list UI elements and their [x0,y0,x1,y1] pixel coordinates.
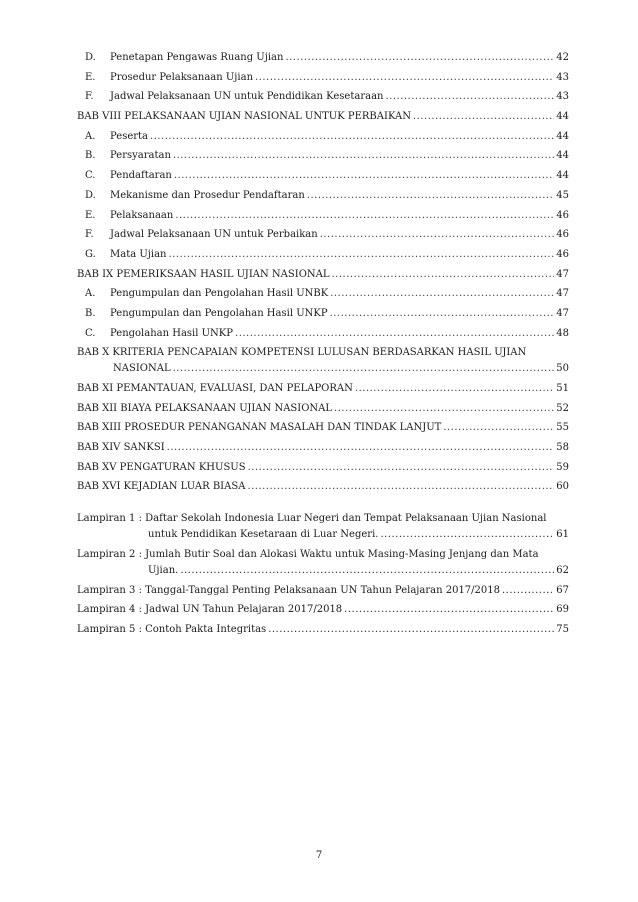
lampiran-label-line2: untuk Pendidikan Kesetaraan di Luar Negeri. [148,529,379,541]
toc-entry-line [77,131,569,143]
lampiran-entry [77,604,569,616]
toc-subentry [77,72,569,84]
toc-page-number: 50 [556,363,569,375]
toc-page-number: 44 [556,111,569,123]
dot-leader [173,150,554,162]
toc-subentry [77,328,569,340]
lampiran-label-line1: Lampiran 2 : Jumlah Butir Soal dan Alokasi Waktu untuk Masing-Masing Jenjang dan Mata [77,548,539,560]
toc-entry-line [77,363,569,375]
toc-subentry [77,190,569,202]
toc-subentry [77,288,569,300]
toc-entry-letter: F. [85,229,94,241]
lampiran-entry [77,585,569,597]
toc-page-number: 46 [556,229,569,241]
toc-entry-letter: F. [85,91,94,103]
toc-page-number: 42 [556,52,569,63]
dot-leader [380,529,554,541]
toc-page-number: 47 [556,288,569,300]
dot-leader [443,422,554,434]
lampiran-list [77,513,569,636]
dot-leader [173,363,555,375]
toc-entry-title: BAB XIII PROSEDUR PENANGANAN MASALAH DAN TINDAK LANJUT [77,422,442,434]
toc-subentry [77,91,569,103]
lampiran-label: Lampiran 3 : Tanggal-Tanggal Penting Pelaksanaan UN Tahun Pelajaran 2017/2018 [77,584,500,596]
toc-entry-title: Penetapan Pengawas Ruang Ujian [110,52,284,63]
lampiran-label-line2: Ujian. [148,564,179,576]
toc-page-number: 48 [556,327,569,339]
toc-page-number: 47 [556,268,569,280]
dot-leader [180,565,554,577]
toc-chapter-entry [77,111,569,123]
toc-entry-line [77,111,569,123]
toc-page-number: 58 [556,442,569,454]
dot-leader [285,52,554,64]
toc-subentry [77,150,569,162]
lampiran-label: Lampiran 4 : Jadwal UN Tahun Pelajaran 2017/2018 [77,604,343,616]
toc-entry-line [77,190,569,202]
toc-subentry [77,131,569,143]
dot-leader [332,269,555,281]
toc-entry-letter: D. [85,52,96,63]
lampiran-entry [77,624,569,636]
toc-entry-line [77,249,569,261]
toc-entry-title: Mata Ujian [110,248,167,260]
toc-entry-letter: B. [85,150,96,162]
toc-entry-line [77,422,569,434]
table-of-contents [77,52,569,644]
toc-entry-title: Jadwal Pelaksanaan UN untuk Pendidikan Kesetaraan [110,91,384,103]
dot-leader [235,328,554,340]
toc-entry-title: BAB XII BIAYA PELAKSANAAN UJIAN NASIONAL [77,402,333,414]
toc-subentry [77,249,569,261]
dot-leader [344,604,554,616]
toc-entry-title: Persyaratan [110,150,171,162]
toc-chapter-entry [77,481,569,493]
toc-subentry [77,170,569,182]
toc-subentry [77,229,569,241]
toc-entry-letter: C. [85,327,96,339]
lampiran-page-number: 62 [556,564,569,576]
toc-chapter-entry [77,422,569,434]
toc-entry-line [77,403,569,415]
dot-leader [320,229,555,241]
toc-entry-title: BAB XV PENGATURAN KHUSUS [77,461,246,473]
toc-entry-letter: E. [85,209,96,221]
toc-subentry [77,308,569,320]
dot-leader [255,72,554,84]
lampiran-page-number: 75 [556,623,569,635]
toc-entry-title: Pengolahan Hasil UNKP [110,327,234,339]
dot-leader [355,383,554,395]
toc-entry-letter: A. [85,288,96,300]
toc-page-number: 46 [556,248,569,260]
toc-chapter-entry [77,403,569,415]
dot-leader [150,131,554,143]
toc-list [77,52,569,493]
toc-entry-title: Mekanisme dan Prosedur Pendaftaran [110,189,305,201]
toc-entry-line [77,462,569,474]
toc-entry-line [77,72,569,84]
dot-leader [502,585,554,597]
toc-entry-title: Prosedur Pelaksanaan Ujian [110,71,254,83]
toc-entry-title: BAB IX PEMERIKSAAN HASIL UJIAN NASIONAL [77,268,330,280]
toc-entry-line [77,150,569,162]
toc-chapter-entry [77,269,569,281]
dot-leader [175,210,554,222]
toc-entry-line [77,383,569,395]
toc-entry-line [77,308,569,320]
page-number: 7 [315,850,323,861]
lampiran-line [77,529,569,541]
toc-subentry [77,52,569,64]
dot-leader [248,462,555,474]
dot-leader [385,91,554,103]
toc-entry-title: Pengumpulan dan Pengolahan Hasil UNBK [110,288,329,300]
toc-entry-title: BAB XI PEMANTAUAN, EVALUASI, DAN PELAPORAN [77,383,353,394]
toc-entry-letter: A. [85,130,96,142]
dot-leader [307,190,555,202]
dot-leader [413,111,554,123]
toc-entry-line [77,442,569,454]
toc-entry-letter: D. [85,189,96,201]
lampiran-entry [77,513,569,541]
toc-entry-letter: B. [85,307,96,319]
toc-entry-title: BAB XIV SANKSI [77,442,165,454]
lampiran-page-number: 69 [556,604,569,616]
toc-entry-title: Jadwal Pelaksanaan UN untuk Perbaikan [110,229,318,241]
toc-entry-line [77,210,569,222]
dot-leader [268,624,554,636]
toc-chapter-entry [77,347,569,375]
lampiran-line [77,624,569,636]
lampiran-page-number: 61 [556,529,569,541]
toc-entry-line [77,52,569,64]
toc-entry-title: Pengumpulan dan Pengolahan Hasil UNKP [110,307,328,319]
toc-entry-title: Pelaksanaan [110,209,174,221]
lampiran-line [77,585,569,597]
toc-entry-letter: G. [85,248,96,260]
toc-entry-line [77,170,569,182]
toc-entry-line [77,229,569,241]
lampiran-line [77,604,569,616]
toc-chapter-entry [77,383,569,395]
toc-entry-line [77,481,569,493]
toc-entry-line [77,288,569,300]
dot-leader [174,170,554,182]
toc-entry-letter: E. [85,71,96,83]
toc-page-number: 47 [556,307,569,319]
toc-entry-title: BAB VIII PELAKSANAAN UJIAN NASIONAL UNTUK PERBAIKAN [77,111,411,123]
toc-page-number: 44 [556,130,569,142]
toc-subentry [77,210,569,222]
toc-page-number: 55 [556,422,569,434]
toc-page-number: 43 [556,91,569,103]
toc-entry-title-line1: BAB X KRITERIA PENCAPAIAN KOMPETENSI LULUSAN BERDASARKAN HASIL UJIAN [77,347,527,359]
toc-entry-letter: C. [85,170,96,182]
toc-page-number: 44 [556,170,569,182]
toc-chapter-entry [77,462,569,474]
lampiran-label-line1: Lampiran 1 : Daftar Sekolah Indonesia Luar Negeri dan Tempat Pelaksanaan Ujian Nasional [77,513,547,525]
lampiran-label: Lampiran 5 : Contoh Pakta Integritas [77,623,267,635]
section-gap [77,501,569,513]
toc-entry-title: Pendaftaran [110,170,172,182]
toc-entry-line [77,91,569,103]
toc-page-number: 60 [556,481,569,493]
dot-leader [167,442,555,454]
toc-page-number: 46 [556,209,569,221]
toc-entry-line [77,328,569,340]
toc-page-number: 59 [556,461,569,473]
dot-leader [334,403,554,415]
dot-leader [247,481,554,493]
lampiran-page-number: 67 [556,584,569,596]
dot-leader [330,288,554,300]
dot-leader [330,308,555,320]
toc-entry-title: BAB XVI KEJADIAN LUAR BIASA [77,481,246,493]
toc-page-number: 45 [556,189,569,201]
toc-page-number: 52 [556,402,569,414]
toc-chapter-entry [77,442,569,454]
toc-entry-title: Peserta [110,130,149,142]
lampiran-entry [77,549,569,577]
toc-page-number: 44 [556,150,569,162]
toc-entry-line [77,269,569,281]
lampiran-line [77,565,569,577]
toc-page-number: 51 [556,383,569,394]
dot-leader [169,249,555,261]
toc-page-number: 43 [556,71,569,83]
toc-entry-title-line2: NASIONAL [113,363,171,375]
